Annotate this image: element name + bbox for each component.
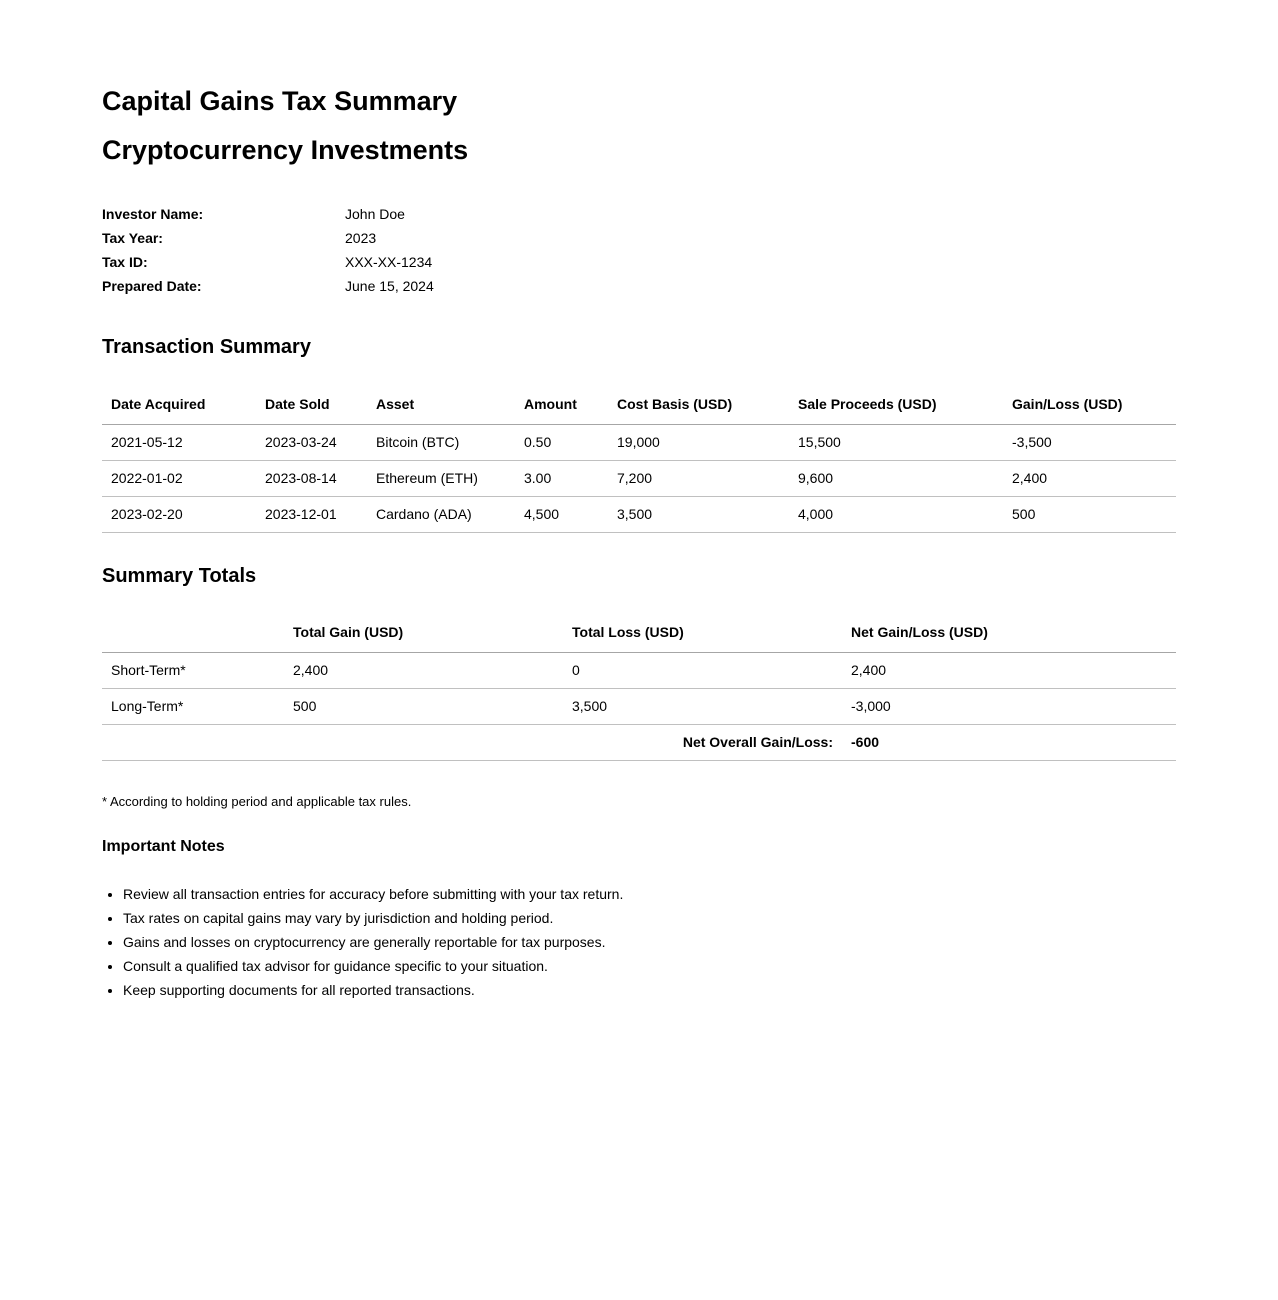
col-header-asset: Asset: [367, 384, 515, 425]
list-item: • Consult a qualified tax advisor for guidance specific to your situation.: [123, 954, 1176, 978]
tax-year-value: 2023: [345, 230, 377, 246]
cell-total-gain: 500: [284, 689, 563, 725]
list-item: • Tax rates on capital gains may vary by jurisdiction and holding period.: [123, 906, 1176, 930]
page-title-line1: Capital Gains Tax Summary: [102, 86, 458, 116]
cell-date-sold: 2023-03-24: [256, 425, 367, 461]
cell-net-gain-loss: 2,400: [842, 653, 1176, 689]
cell-sale-proceeds: 4,000: [789, 497, 1003, 533]
col-header-amount: Amount: [515, 384, 608, 425]
info-row-tax-year: [102, 226, 1176, 250]
cell-total-loss: 3,500: [563, 689, 842, 725]
info-row-prepared-date: [102, 274, 1176, 298]
cell-asset: Bitcoin (BTC): [367, 425, 515, 461]
list-item: • Keep supporting documents for all reported transactions.: [123, 978, 1176, 1002]
table-row: [102, 497, 1176, 533]
list-item: • Review all transaction entries for accuracy before submitting with your tax return.: [123, 882, 1176, 906]
tax-id-label: Tax ID:: [102, 254, 148, 270]
cell-date-sold: 2023-08-14: [256, 461, 367, 497]
info-row-tax-id: [102, 250, 1176, 274]
cell-amount: 3.00: [515, 461, 608, 497]
prepared-date-value: June 15, 2024: [345, 278, 434, 294]
cell-gain-loss: 500: [1003, 497, 1176, 533]
summary-header-row: [102, 612, 1176, 653]
info-row-investor-name: [102, 202, 1176, 226]
cell-date-acquired: 2021-05-12: [102, 425, 256, 461]
net-overall-label: Net Overall Gain/Loss:: [102, 725, 842, 761]
cell-total-gain: 2,400: [284, 653, 563, 689]
col-header-date-sold: Date Sold: [256, 384, 367, 425]
col-header-total-loss: Total Loss (USD): [563, 612, 842, 653]
cell-net-gain-loss: -3,000: [842, 689, 1176, 725]
summary-totals-heading: Summary Totals: [102, 565, 257, 587]
table-row: [102, 461, 1176, 497]
page-title-line2: Cryptocurrency Investments: [102, 135, 469, 165]
tax-id-value: XXX-XX-1234: [345, 254, 433, 270]
list-item: • Gains and losses on cryptocurrency are generally reportable for tax purposes.: [123, 930, 1176, 954]
investor-name-value: John Doe: [345, 206, 405, 222]
investor-info: [102, 202, 1176, 298]
transaction-header-row: [102, 384, 1176, 425]
cell-date-acquired: 2022-01-02: [102, 461, 256, 497]
tax-year-label: Tax Year:: [102, 230, 163, 246]
table-row: [102, 689, 1176, 725]
prepared-date-label: Prepared Date:: [102, 278, 202, 294]
transaction-summary-heading: Transaction Summary: [102, 336, 311, 358]
important-notes-heading: Important Notes: [102, 838, 225, 855]
cell-date-sold: 2023-12-01: [256, 497, 367, 533]
col-header-gain-loss: Gain/Loss (USD): [1003, 384, 1176, 425]
col-header-net-gain-loss: Net Gain/Loss (USD): [842, 612, 1176, 653]
net-overall-row: [102, 725, 1176, 761]
col-header-cost-basis: Cost Basis (USD): [608, 384, 789, 425]
cell-cost-basis: 3,500: [608, 497, 789, 533]
transaction-summary-table: [102, 384, 1176, 533]
col-header-date-acquired: Date Acquired: [102, 384, 256, 425]
col-header-term: [102, 612, 284, 653]
col-header-sale-proceeds: Sale Proceeds (USD): [789, 384, 1003, 425]
cell-cost-basis: 19,000: [608, 425, 789, 461]
cell-amount: 0.50: [515, 425, 608, 461]
net-overall-value: -600: [842, 725, 1176, 761]
cell-asset: Ethereum (ETH): [367, 461, 515, 497]
cell-sale-proceeds: 15,500: [789, 425, 1003, 461]
cell-amount: 4,500: [515, 497, 608, 533]
cell-term-label: Long-Term*: [102, 689, 284, 725]
cell-gain-loss: 2,400: [1003, 461, 1176, 497]
cell-sale-proceeds: 9,600: [789, 461, 1003, 497]
cell-term-label: Short-Term*: [102, 653, 284, 689]
table-row: [102, 425, 1176, 461]
table-row: [102, 653, 1176, 689]
investor-name-label: Investor Name:: [102, 206, 204, 222]
holding-period-footnote: * According to holding period and applicable tax rules.: [102, 794, 412, 809]
cell-total-loss: 0: [563, 653, 842, 689]
important-notes-list: [102, 882, 1176, 1002]
cell-asset: Cardano (ADA): [367, 497, 515, 533]
summary-totals-table: [102, 612, 1176, 761]
cell-gain-loss: -3,500: [1003, 425, 1176, 461]
cell-date-acquired: 2023-02-20: [102, 497, 256, 533]
col-header-total-gain: Total Gain (USD): [284, 612, 563, 653]
cell-cost-basis: 7,200: [608, 461, 789, 497]
